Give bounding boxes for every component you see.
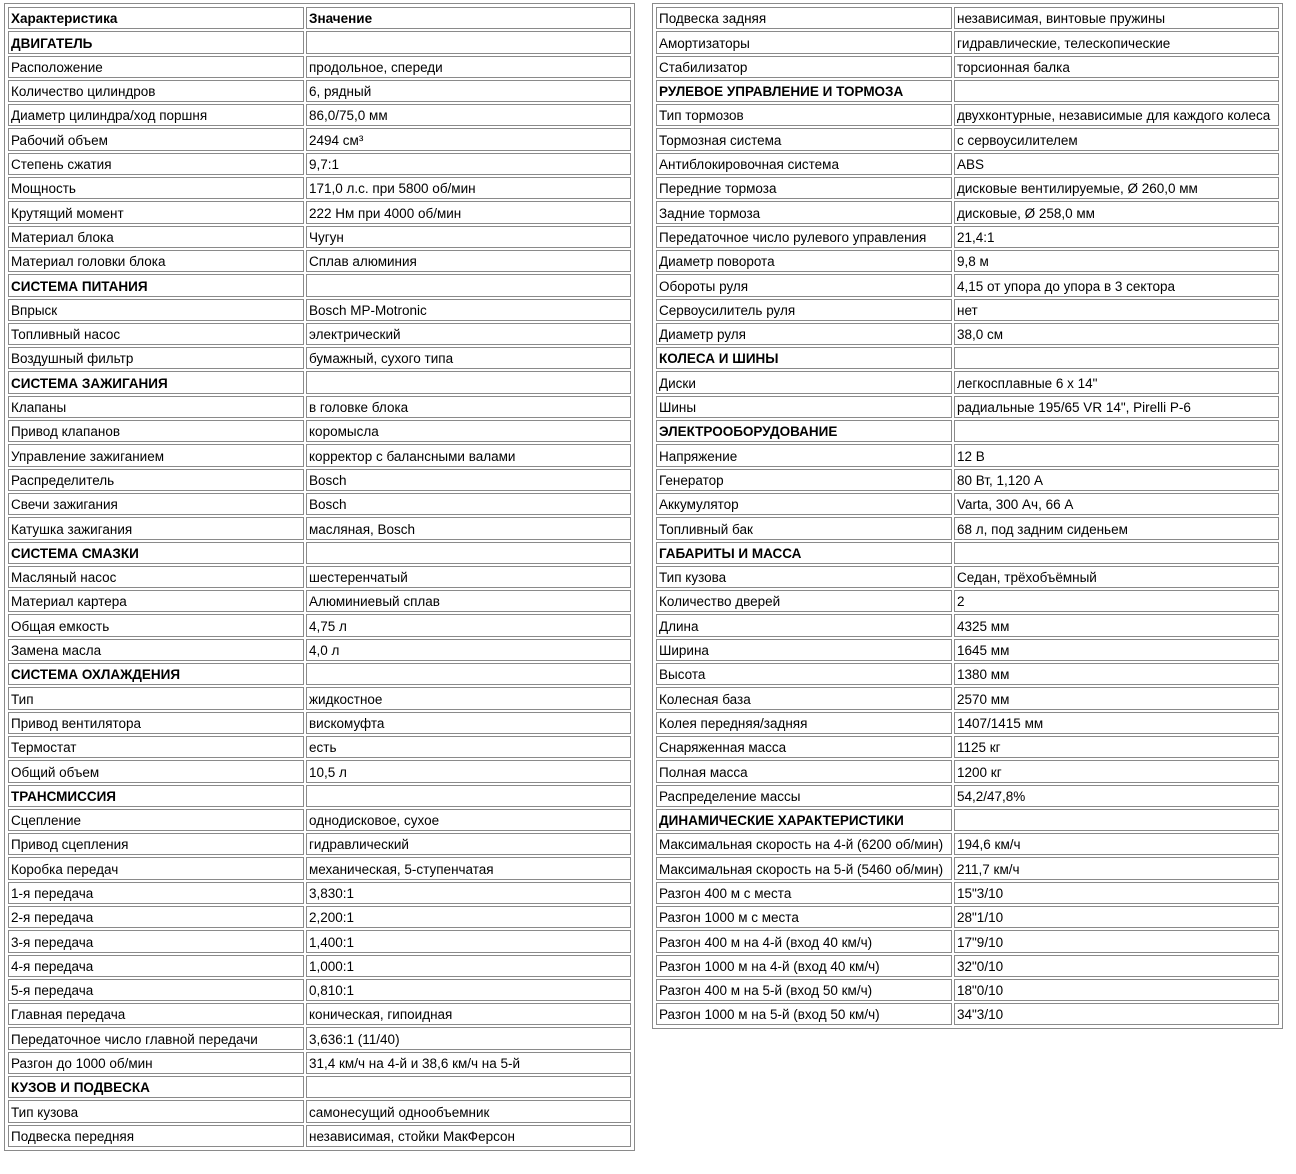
spec-value-cell: 171,0 л.с. при 5800 об/мин [306, 177, 631, 199]
table-row [8, 299, 631, 321]
spec-name-cell: Свечи зажигания [8, 493, 304, 515]
spec-value-cell: 15"3/10 [954, 882, 1279, 904]
table-row [8, 736, 631, 758]
spec-value-cell: масляная, Bosch [306, 517, 631, 539]
section-title-cell: РУЛЕВОЕ УПРАВЛЕНИЕ И ТОРМОЗА [656, 80, 952, 102]
table-row [656, 712, 1279, 734]
spec-table-right-body [656, 7, 1279, 1025]
spec-value-cell: 54,2/47,8% [954, 785, 1279, 807]
table-row [8, 1003, 631, 1025]
spec-value-cell: 31,4 км/ч на 4-й и 38,6 км/ч на 5-й [306, 1052, 631, 1074]
spec-value-cell: ABS [954, 153, 1279, 175]
spec-name-cell: Тормозная система [656, 128, 952, 150]
table-row [656, 371, 1279, 393]
spec-value-cell: Varta, 300 Ач, 66 А [954, 493, 1279, 515]
spec-name-cell: Максимальная скорость на 5-й (5460 об/мин) [656, 857, 952, 879]
table-row [8, 809, 631, 831]
spec-name-cell: 3-я передача [8, 930, 304, 952]
table-row [8, 469, 631, 491]
table-row [656, 226, 1279, 248]
spec-value-cell: 1407/1415 мм [954, 712, 1279, 734]
section-header-row [656, 809, 1279, 831]
spec-value-cell: Сплав алюминия [306, 250, 631, 272]
table-row [656, 469, 1279, 491]
spec-value-cell: Bosch [306, 493, 631, 515]
table-row [8, 1027, 631, 1049]
table-row [8, 347, 631, 369]
table-row [656, 56, 1279, 78]
table-row [8, 420, 631, 442]
spec-value-cell: Седан, трёхобъёмный [954, 566, 1279, 588]
table-row [656, 614, 1279, 636]
table-row [8, 444, 631, 466]
section-title-cell: КОЛЕСА И ШИНЫ [656, 347, 952, 369]
spec-name-cell: Количество дверей [656, 590, 952, 612]
spec-value-cell: жидкостное [306, 687, 631, 709]
table-row [8, 128, 631, 150]
spec-name-cell: Антиблокировочная система [656, 153, 952, 175]
spec-name-cell: Снаряженная масса [656, 736, 952, 758]
spec-value-cell: независимая, винтовые пружины [954, 7, 1279, 29]
spec-value-cell [306, 542, 631, 564]
spec-value-cell: 1125 кг [954, 736, 1279, 758]
spec-value-cell: гидравлический [306, 833, 631, 855]
spec-name-cell: Напряжение [656, 444, 952, 466]
section-title-cell: КУЗОВ И ПОДВЕСКА [8, 1076, 304, 1098]
table-row [656, 833, 1279, 855]
spec-value-cell: Алюминиевый сплав [306, 590, 631, 612]
spec-value-cell: 4,0 л [306, 639, 631, 661]
spec-name-cell: Степень сжатия [8, 153, 304, 175]
spec-value-cell: 32"0/10 [954, 955, 1279, 977]
table-row [656, 663, 1279, 685]
spec-value-cell: дисковые, Ø 258,0 мм [954, 201, 1279, 223]
spec-value-cell [306, 371, 631, 393]
spec-value-cell: гидравлические, телескопические [954, 31, 1279, 53]
spec-value-cell [954, 80, 1279, 102]
table-row [656, 639, 1279, 661]
table-row [8, 517, 631, 539]
spec-name-cell: Амортизаторы [656, 31, 952, 53]
spec-name-cell: Длина [656, 614, 952, 636]
spec-name-cell: Рабочий объем [8, 128, 304, 150]
spec-value-cell [306, 31, 631, 53]
spec-name-cell: Разгон 1000 м на 5-й (вход 50 км/ч) [656, 1003, 952, 1025]
spec-value-cell: бумажный, сухого типа [306, 347, 631, 369]
section-header-row [8, 31, 631, 53]
spec-value-cell: 12 В [954, 444, 1279, 466]
table-row [8, 153, 631, 175]
spec-value-cell: независимая, стойки МакФерсон [306, 1125, 631, 1147]
spec-name-cell: Передаточное число главной передачи [8, 1027, 304, 1049]
spec-name-cell: Впрыск [8, 299, 304, 321]
spec-value-cell: Bosch [306, 469, 631, 491]
spec-value-cell [306, 663, 631, 685]
spec-value-cell: 86,0/75,0 мм [306, 104, 631, 126]
table-row [8, 760, 631, 782]
spec-value-cell [954, 347, 1279, 369]
spec-value-cell: торсионная балка [954, 56, 1279, 78]
spec-name-cell: Топливный бак [656, 517, 952, 539]
table-row [8, 323, 631, 345]
table-row [656, 857, 1279, 879]
spec-value-cell: механическая, 5-ступенчатая [306, 857, 631, 879]
spec-value-cell: 34"3/10 [954, 1003, 1279, 1025]
spec-name-cell: Управление зажиганием [8, 444, 304, 466]
spec-name-cell: Колесная база [656, 687, 952, 709]
table-row [656, 736, 1279, 758]
section-title-cell: СИСТЕМА СМАЗКИ [8, 542, 304, 564]
table-row [8, 56, 631, 78]
spec-name-cell: Количество цилиндров [8, 80, 304, 102]
spec-value-cell: 1,400:1 [306, 930, 631, 952]
spec-name-cell: 2-я передача [8, 906, 304, 928]
spec-name-cell: Замена масла [8, 639, 304, 661]
spec-name-cell: Разгон 400 м с места [656, 882, 952, 904]
section-title-cell: ЭЛЕКТРООБОРУДОВАНИЕ [656, 420, 952, 442]
spec-name-cell: Передние тормоза [656, 177, 952, 199]
table-row [656, 250, 1279, 272]
spec-value-cell: 2570 мм [954, 687, 1279, 709]
table-row [656, 444, 1279, 466]
table-row [656, 906, 1279, 928]
spec-value-cell: 1645 мм [954, 639, 1279, 661]
spec-name-cell: Сервоусилитель руля [656, 299, 952, 321]
table-row [8, 1125, 631, 1147]
spec-value-cell: однодисковое, сухое [306, 809, 631, 831]
spec-value-cell: Bosch MP-Motronic [306, 299, 631, 321]
spec-value-cell: с сервоусилителем [954, 128, 1279, 150]
spec-name-cell: Крутящий момент [8, 201, 304, 223]
spec-table-right [652, 3, 1283, 1029]
spec-value-cell: 17"9/10 [954, 930, 1279, 952]
spec-name-cell: Распределитель [8, 469, 304, 491]
spec-value-cell: двухконтурные, независимые для каждого колеса [954, 104, 1279, 126]
section-header-row [656, 542, 1279, 564]
spec-value-cell: 1380 мм [954, 663, 1279, 685]
table-row [656, 493, 1279, 515]
table-row [8, 226, 631, 248]
spec-value-cell: 1200 кг [954, 760, 1279, 782]
spec-value-cell: 211,7 км/ч [954, 857, 1279, 879]
table-row [656, 882, 1279, 904]
spec-name-cell: Передаточное число рулевого управления [656, 226, 952, 248]
spec-name-cell: Тип кузова [8, 1100, 304, 1122]
spec-value-cell: 3,636:1 (11/40) [306, 1027, 631, 1049]
spec-value-cell: самонесущий однообъемник [306, 1100, 631, 1122]
spec-name-cell: Мощность [8, 177, 304, 199]
spec-name-cell: Стабилизатор [656, 56, 952, 78]
spec-name-cell: Катушка зажигания [8, 517, 304, 539]
section-header-row [8, 785, 631, 807]
spec-name-cell: Шины [656, 396, 952, 418]
spec-value-cell: 2494 см³ [306, 128, 631, 150]
spec-name-cell: Общий объем [8, 760, 304, 782]
spec-value-cell: 68 л, под задним сиденьем [954, 517, 1279, 539]
table-row [656, 517, 1279, 539]
table-row [656, 299, 1279, 321]
table-row [656, 396, 1279, 418]
spec-name-cell: Разгон 1000 м с места [656, 906, 952, 928]
spec-name-cell: Задние тормоза [656, 201, 952, 223]
spec-value-cell: вискомуфта [306, 712, 631, 734]
spec-name-cell: Воздушный фильтр [8, 347, 304, 369]
spec-value-cell: 21,4:1 [954, 226, 1279, 248]
spec-name-cell: Высота [656, 663, 952, 685]
table-row [8, 396, 631, 418]
table-row [656, 687, 1279, 709]
section-title-cell: ТРАНСМИССИЯ [8, 785, 304, 807]
table-row [8, 979, 631, 1001]
table-row [656, 104, 1279, 126]
spec-name-cell: Диаметр цилиндра/ход поршня [8, 104, 304, 126]
spec-value-cell: в головке блока [306, 396, 631, 418]
spec-value-cell: есть [306, 736, 631, 758]
spec-name-cell: Масляный насос [8, 566, 304, 588]
spec-name-cell: Разгон до 1000 об/мин [8, 1052, 304, 1074]
section-title-cell: СИСТЕМА ОХЛАЖДЕНИЯ [8, 663, 304, 685]
section-header-row [656, 80, 1279, 102]
spec-name-cell: Тип кузова [656, 566, 952, 588]
spec-value-cell [954, 809, 1279, 831]
table-row [656, 128, 1279, 150]
spec-value-cell [306, 1076, 631, 1098]
table-row [656, 590, 1279, 612]
spec-value-cell: 2,200:1 [306, 906, 631, 928]
spec-name-cell: Коробка передач [8, 857, 304, 879]
spec-name-cell: Сцепление [8, 809, 304, 831]
table-row [656, 955, 1279, 977]
table-row [8, 250, 631, 272]
table-row [8, 104, 631, 126]
table-row [8, 930, 631, 952]
spec-name-cell: Полная масса [656, 760, 952, 782]
spec-name-cell: Главная передача [8, 1003, 304, 1025]
table-row [656, 979, 1279, 1001]
spec-name-cell: Топливный насос [8, 323, 304, 345]
spec-name-cell: Привод клапанов [8, 420, 304, 442]
table-row [8, 712, 631, 734]
spec-name-cell: Аккумулятор [656, 493, 952, 515]
header-value-cell: Значение [306, 7, 631, 29]
table-row [8, 882, 631, 904]
spec-value-cell: 18"0/10 [954, 979, 1279, 1001]
table-row [8, 687, 631, 709]
spec-value-cell: 4325 мм [954, 614, 1279, 636]
spec-value-cell [306, 785, 631, 807]
spec-name-cell: Диаметр руля [656, 323, 952, 345]
section-title-cell: СИСТЕМА ЗАЖИГАНИЯ [8, 371, 304, 393]
spec-value-cell: 80 Вт, 1,120 А [954, 469, 1279, 491]
section-header-row [8, 542, 631, 564]
table-row [8, 590, 631, 612]
table-row [8, 955, 631, 977]
spec-name-cell: Разгон 400 м на 4-й (вход 40 км/ч) [656, 930, 952, 952]
section-title-cell: ДВИГАТЕЛЬ [8, 31, 304, 53]
spec-name-cell: Материал головки блока [8, 250, 304, 272]
spec-value-cell: коромысла [306, 420, 631, 442]
spec-name-cell: Генератор [656, 469, 952, 491]
spec-value-cell: электрический [306, 323, 631, 345]
spec-value-cell: 28"1/10 [954, 906, 1279, 928]
spec-name-cell: 4-я передача [8, 955, 304, 977]
spec-name-cell: Привод вентилятора [8, 712, 304, 734]
spec-value-cell: коническая, гипоидная [306, 1003, 631, 1025]
spec-value-cell: 9,8 м [954, 250, 1279, 272]
spec-name-cell: Расположение [8, 56, 304, 78]
table-row [656, 930, 1279, 952]
section-header-row [8, 274, 631, 296]
spec-name-cell: Разгон 400 м на 5-й (вход 50 км/ч) [656, 979, 952, 1001]
table-row [8, 833, 631, 855]
table-row [8, 857, 631, 879]
spec-table-left [4, 3, 635, 1151]
spec-value-cell: 0,810:1 [306, 979, 631, 1001]
table-row [8, 201, 631, 223]
table-row [8, 80, 631, 102]
spec-value-cell: 6, рядный [306, 80, 631, 102]
spec-name-cell: Разгон 1000 м на 4-й (вход 40 км/ч) [656, 955, 952, 977]
spec-name-cell: 5-я передача [8, 979, 304, 1001]
spec-value-cell: 2 [954, 590, 1279, 612]
spec-name-cell: Общая емкость [8, 614, 304, 636]
section-header-row [8, 663, 631, 685]
section-header-row [8, 371, 631, 393]
spec-value-cell [306, 274, 631, 296]
spec-value-cell: продольное, спереди [306, 56, 631, 78]
spec-value-cell: Чугун [306, 226, 631, 248]
table-row [8, 614, 631, 636]
table-row [8, 639, 631, 661]
spec-value-cell: 9,7:1 [306, 153, 631, 175]
spec-value-cell: 222 Нм при 4000 об/мин [306, 201, 631, 223]
spec-name-cell: Термостат [8, 736, 304, 758]
table-row [8, 177, 631, 199]
section-title-cell: ДИНАМИЧЕСКИЕ ХАРАКТЕРИСТИКИ [656, 809, 952, 831]
table-row [656, 274, 1279, 296]
spec-value-cell: нет [954, 299, 1279, 321]
spec-name-cell: Подвеска задняя [656, 7, 952, 29]
section-title-cell: СИСТЕМА ПИТАНИЯ [8, 274, 304, 296]
spec-name-cell: Тип [8, 687, 304, 709]
table-row [656, 323, 1279, 345]
spec-name-cell: Максимальная скорость на 4-й (6200 об/мин) [656, 833, 952, 855]
section-header-row [656, 347, 1279, 369]
spec-name-cell: Распределение массы [656, 785, 952, 807]
spec-name-cell: Клапаны [8, 396, 304, 418]
spec-value-cell: 38,0 см [954, 323, 1279, 345]
table-row [8, 493, 631, 515]
table-row [656, 31, 1279, 53]
spec-name-cell: Тип тормозов [656, 104, 952, 126]
table-row [656, 201, 1279, 223]
spec-name-cell: Диски [656, 371, 952, 393]
spec-name-cell: Привод сцепления [8, 833, 304, 855]
spec-name-cell: 1-я передача [8, 882, 304, 904]
spec-name-cell: Колея передняя/задняя [656, 712, 952, 734]
table-header-row [8, 7, 631, 29]
table-row [8, 1100, 631, 1122]
spec-value-cell: шестеренчатый [306, 566, 631, 588]
section-header-row [8, 1076, 631, 1098]
spec-value-cell: 4,15 от упора до упора в 3 сектора [954, 274, 1279, 296]
spec-name-cell: Диаметр поворота [656, 250, 952, 272]
spec-value-cell [954, 420, 1279, 442]
spec-value-cell: 1,000:1 [306, 955, 631, 977]
spec-value-cell: 10,5 л [306, 760, 631, 782]
spec-name-cell: Подвеска передняя [8, 1125, 304, 1147]
table-row [656, 760, 1279, 782]
spec-name-cell: Материал блока [8, 226, 304, 248]
table-row [656, 7, 1279, 29]
table-row [8, 906, 631, 928]
spec-value-cell: легкосплавные 6 x 14" [954, 371, 1279, 393]
spec-value-cell: дисковые вентилируемые, Ø 260,0 мм [954, 177, 1279, 199]
table-row [656, 566, 1279, 588]
spec-value-cell: 3,830:1 [306, 882, 631, 904]
table-row [656, 177, 1279, 199]
section-header-row [656, 420, 1279, 442]
spec-value-cell: радиальные 195/65 VR 14", Pirelli P-6 [954, 396, 1279, 418]
spec-table-left-body [8, 7, 631, 1147]
header-name-cell: Характеристика [8, 7, 304, 29]
spec-value-cell: корректор с балансными валами [306, 444, 631, 466]
spec-value-cell: 4,75 л [306, 614, 631, 636]
spec-value-cell [954, 542, 1279, 564]
table-row [656, 153, 1279, 175]
section-title-cell: ГАБАРИТЫ И МАССА [656, 542, 952, 564]
table-row [656, 785, 1279, 807]
spec-value-cell: 194,6 км/ч [954, 833, 1279, 855]
table-row [656, 1003, 1279, 1025]
spec-name-cell: Обороты руля [656, 274, 952, 296]
spec-name-cell: Ширина [656, 639, 952, 661]
spec-name-cell: Материал картера [8, 590, 304, 612]
table-row [8, 1052, 631, 1074]
table-row [8, 566, 631, 588]
